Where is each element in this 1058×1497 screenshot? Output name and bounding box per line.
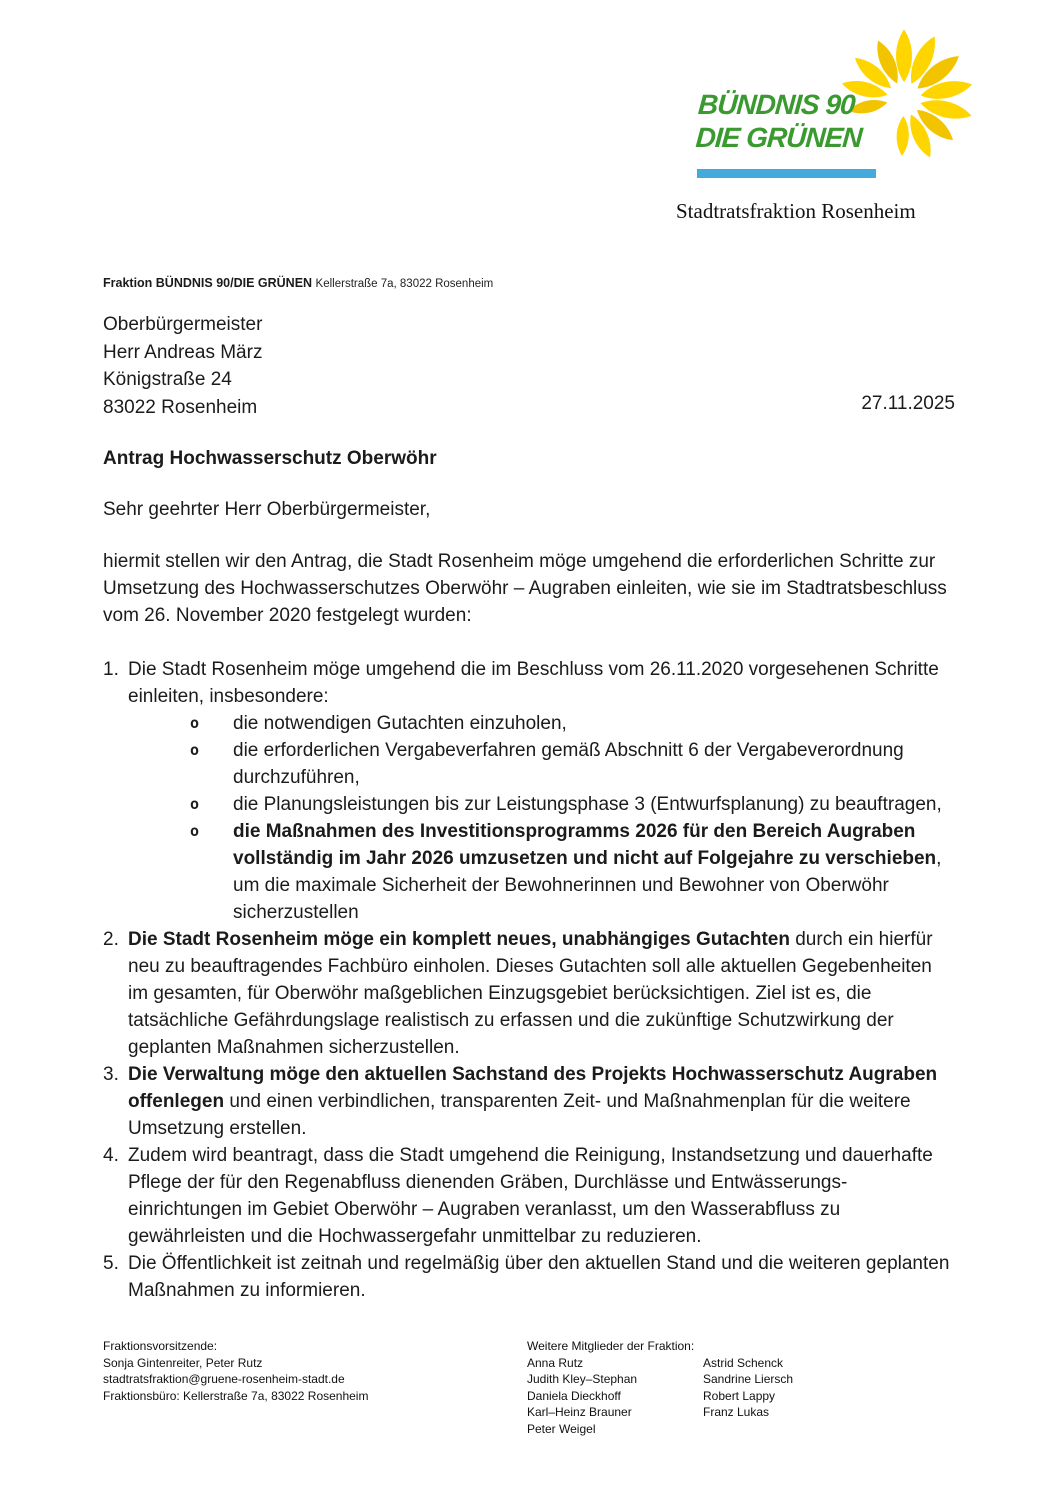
text-run: die erforderlichen Vergabeverfahren gemäß Abschnitt 6 der Vergabeverordnung durchzuführen, [233,740,904,788]
numbered-list [103,656,953,1304]
list-item-2 [103,926,953,1061]
bold-text-run: die Maßnahmen des Investitionsprogramms 2026 für den Bereich Augraben vollständig im Jahr 2026 umzusetzen und nicht auf Folgejahre zu verschieben [233,821,937,869]
list-item-text [128,926,953,1061]
sub-list-item [128,818,953,926]
sub-list-item-text [233,791,953,818]
member-name: Robert Lappy [703,1388,776,1403]
letter-body [103,548,953,1304]
footer-members-title: Weitere Mitglieder der Fraktion: [527,1339,695,1353]
sub-bullet-marker: o [190,714,200,732]
text-run: Die Öffentlichkeit ist zeitnah und regelmäßig über den aktuellen Stand und die weiteren geplanten Maßnahmen zu informieren. [128,1253,950,1301]
recipient-line: Königstraße 24 [103,369,232,390]
member-name: Sandrine Liersch [703,1372,794,1386]
list-item-number: 3. [103,1064,119,1085]
footer-line: Fraktionsbüro: Kellerstraße 7a, 83022 Rosenheim [103,1388,369,1403]
list-item-text [128,656,953,926]
member-name: Judith Kley–Stephan [527,1372,638,1386]
sunflower-petal [896,29,912,82]
sub-bullet-marker: o [190,741,200,759]
member-name: Karl–Heinz Brauner [527,1405,632,1419]
list-item-number: 5. [103,1253,119,1274]
sender-name: Fraktion BÜNDNIS 90/DIE GRÜNEN [103,276,313,290]
party-logo-line1: BÜNDNIS 90 [697,89,856,120]
sub-bullet-marker: o [190,822,200,840]
text-run: Zudem wird beantragt, dass die Stadt umgehend die Reinigung, Instandsetzung und dauerhafte Pflege der für den Regenabfluss dienenden Gräben, Durchlässe und Entwässerungs-einrichtungen im Gebiet Oberwöhr – Augraben veranlasst, um den Wasserabfluss zu gewährleisten und die Hochwassergefahr unmittelbar zu reduzieren. [128,1145,933,1247]
member-name: Peter Weigel [527,1421,596,1436]
sub-list-item [128,710,953,737]
footer-members-column-1 [527,1355,703,1438]
intro-paragraph: hiermit stellen wir den Antrag, die Stadt Rosenheim möge umgehend die erforderlichen Schritte zur Umsetzung des Hochwasserschutzes Oberwöhr – Augraben einleiten, wie sie im Stadtratsbeschluss vom 26. November 2020 festgelegt wurden: [103,551,947,626]
list-item-4 [103,1142,953,1250]
list-item-number: 2. [103,929,119,950]
subject-line: Antrag Hochwasserschutz Oberwöhr [103,448,437,469]
list-item-text [128,1250,953,1304]
text-run: , um die maximale Sicherheit der Bewohnerinnen und Bewohner von Oberwöhr sicherzustellen [233,848,942,923]
member-name: Astrid Schenck [703,1355,784,1370]
bold-text-run: Die Stadt Rosenheim möge ein komplett neues, unabhängiges Gutachten [128,929,790,950]
text-run: die notwendigen Gutachten einzuholen, [233,713,567,734]
sender-return-line [103,276,493,290]
recipient-line: 83022 Rosenheim [103,396,258,418]
sub-list-item-text [233,737,953,791]
list-item-number: 1. [103,659,119,680]
footer-line: stadtratsfraktion@gruene-rosenheim-stadt.de [103,1372,345,1386]
recipient-address-block [103,311,262,421]
logo-underline-bar [697,169,876,178]
member-name: Daniela Dieckhoff [527,1388,621,1403]
list-item-number: 4. [103,1145,119,1166]
sunflower-petal [896,116,910,156]
letter-date: 27.11.2025 [861,393,955,414]
member-name: Anna Rutz [527,1355,584,1370]
recipient-line: Herr Andreas März [103,341,263,363]
fraction-subtitle: Stadtratsfraktion Rosenheim [676,199,916,223]
text-run: durch ein hierfür neu zu beauftragendes Fachbüro einholen. Dieses Gutachten soll alle aktuellen Gegebenheiten im gesamten, für Oberwöhr maßgeblichen Einzugsgebiet berücksichtigen. Ziel ist es, die tatsächliche Gefährdungslage realistisch zu erfassen und die zukünftige Schutzwirkung der geplanten Maßnahmen sicherzustellen. [128,929,933,1058]
footer-members-block [527,1338,793,1437]
party-logo-wordmark [695,88,865,154]
text-run: die Planungsleistungen bis zur Leistungsphase 3 (Entwurfsplanung) zu beauftragen, [233,794,942,815]
list-item-5 [103,1250,953,1304]
member-name: Franz Lukas [703,1405,770,1419]
list-item-3 [103,1061,953,1142]
footer-members-column-2 [703,1355,793,1438]
recipient-line: Oberbürgermeister [103,314,263,335]
party-logo-line2: DIE GRÜNEN [694,122,863,153]
sub-list-item [128,737,953,791]
footer-line: Sonja Gintenreiter, Peter Rutz [103,1355,263,1370]
list-item-1 [103,656,953,926]
sub-bullet-marker: o [190,795,200,813]
list-item-text [128,1142,953,1250]
list-item-text [128,1061,953,1142]
sender-address: Kellerstraße 7a, 83022 Rosenheim [315,278,494,290]
text-run: Die Stadt Rosenheim möge umgehend die im Beschluss vom 26.11.2020 vorgesehenen Schritte einleiten, insbesondere: [128,659,939,707]
sub-list-item [128,791,953,818]
bold-text-run: Die Verwaltung möge den aktuellen Sachstand des Projekts Hochwasserschutz Augraben offenlegen [128,1064,938,1112]
sub-list-item-text [233,710,953,737]
sub-list-item-text [233,818,953,926]
footer-chairpersons-title: Fraktionsvorsitzende: [103,1339,218,1353]
footer-chairpersons-block [103,1338,368,1404]
text-run: und einen verbindlichen, transparenten Zeit- und Maßnahmenplan für die weitere Umsetzung erstellen. [128,1091,911,1139]
salutation: Sehr geehrter Herr Oberbürgermeister, [103,499,431,520]
